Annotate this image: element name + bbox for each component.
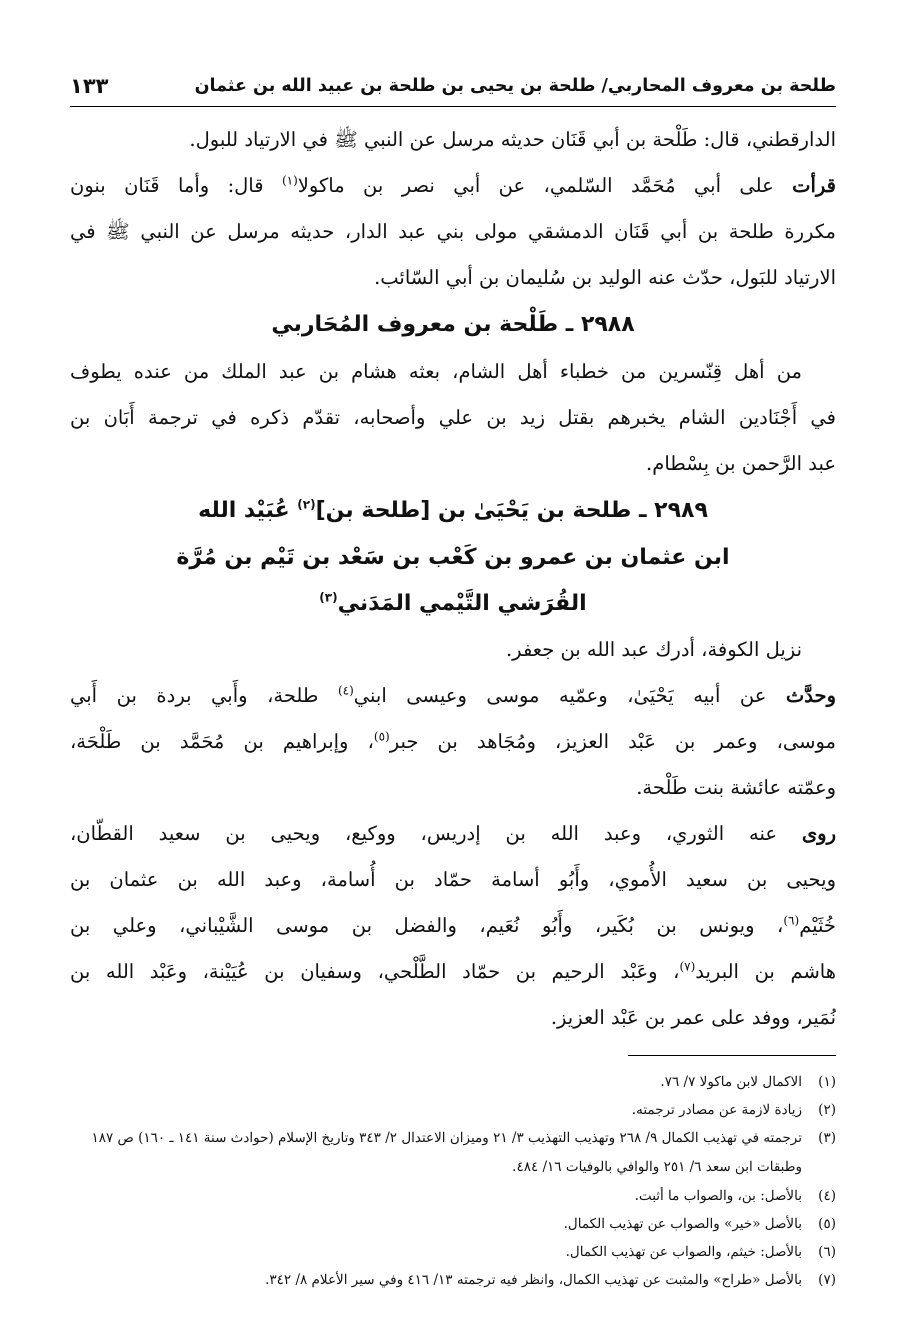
footnote-5: (٥) بالأصل «خير» والصواب عن تهذيب الكمال. [563,1216,836,1232]
running-title: طلحة بن معروف المحاربي/ طلحة بن يحيى بن طلحة بن عبيد الله بن عثمان [194,76,836,96]
main-text [70,117,836,1041]
footnote-6: (٦) بالأصل: خيثم، والصواب عن تهذيب الكمال. [565,1244,836,1260]
footnote-ref-7[interactable]: (٧) [679,959,696,974]
rawa-line2: ويحيى بن سعيد الأُموي، وأَبُو أسامة حمّاد بن أُسامة، وعبد الله بن عثمان بن [70,868,836,891]
footnote-ref-1[interactable]: (١) [281,173,298,188]
hadath-line2: موسى، وعمر بن عَبْد العزيز، ومُجَاهد بن جبر$^{(٥)}$، وإبراهيم بن مُحَمَّد بن طَلْحَة، [70,729,836,753]
para2-line2: مكررة طلحة بن أبي قَنَان الدمشقي مولى بني عبد الدار، حديثه مرسل عن النبي ﷺ في [70,220,836,243]
rawa-line4: هاشم بن البريد$^{(٧)}$، وعَبْد الرحيم بن حمّاد الطَّلْحي، وسفيان بن عُيَيْنة، وعَبْد الله بن [70,959,836,983]
footnote-4: (٤) بالأصل: بن، والصواب ما أثبت. [634,1188,836,1204]
book-page [70,66,836,1294]
footnote-7: (٧) بالأصل «طراح» والمثبت عن تهذيب الكمال، وانظر فيه ترجمته ١٣/ ٤١٦ وفي سير الأعلام ٨/ ٣٤٢. [265,1272,836,1288]
footnote-separator [628,1055,836,1056]
para2-line1: قرأت على أبي مُحَمَّد السّلمي، عن أبي نصر بن ماكولا$^{(١)}$ قال: وأما قَنَان بنون [70,173,836,197]
footnotes [70,1068,836,1294]
entry-2989-heading-line1: ٢٩٨٩ ـ طلحة بن يَحْيَىٰ بن [طلحة بن]$^{(٢)}$ عُبَيْد الله [198,497,708,523]
page-number: ١٣٣ [70,74,109,98]
footnote-ref-6[interactable]: (٦) [783,913,800,928]
page-header [70,66,836,107]
hadath-line1: وحدَّث عن أبيه يَحْيَىٰ، وعمّيه موسى وعيسى ابني$^{(٤)}$ طلحة، وأَبي بردة بن أَبي [70,683,836,707]
rawa-line5: نُمَير، ووفد على عمر بن عَبْد العزيز. [550,1006,836,1029]
footnote-1: (١) الاكمال لابن ماكولا ٧/ ٧٦. [660,1074,836,1090]
entry-2989-heading-line3: القُرَشي التَّيْمي المَدَني$^{(٣)}$ [319,590,587,616]
hadath-lead: وحدَّث [785,684,836,707]
footnote-ref-3[interactable]: (٣) [319,590,338,605]
rawa-line1: روى عنه الثوري، وعبد الله بن إدريس، ووكيع، ويحيى بن سعيد القطّان، [70,822,836,845]
rawa-lead: روى [801,822,836,845]
para2-lead: قرأت [792,174,836,197]
rawa-line3: خُثَيْم$^{(٦)}$، ويونس بن بُكَير، وأَبُو نُعَيم، والفضل بن موسى الشَّيْباني، وعلي بن [70,913,836,937]
entry-2988-heading: ٢٩٨٨ ـ طَلْحة بن معروف المُحَاربي [271,312,635,337]
footnote-2: (٢) زيادة لازمة عن مصادر ترجمته. [631,1102,836,1118]
footnote-ref-4[interactable]: (٤) [337,683,354,698]
entry-2988-line1: من أهل قِنّسرين من خطباء أهل الشام، بعثه هشام بن عبد الملك من عنده يطوف [70,360,802,383]
footnote-ref-5[interactable]: (٥) [373,729,390,744]
para2-line3: الارتياد للبَول، حدّث عنه الوليد بن سُليمان بن أبي السّائب. [374,266,836,289]
entry-2989-intro: نزيل الكوفة، أدرك عبد الله بن جعفر. [505,638,802,661]
hadath-line3: وعمّته عائشة بنت طَلْحة. [636,776,836,799]
entry-2989-heading-line2: ابن عثمان بن عمرو بن كَعْب بن سَعْد بن تَيْم بن مُرَّة [176,545,730,570]
footnote-3: (٣) ترجمته في تهذيب الكمال ٩/ ٢٦٨ وتهذيب التهذيب ٣/ ٢١ وميزان الاعتدال ٢/ ٣٤٣ وتاريخ الإسلام (حوادث سنة ١٤١ ـ ١٦٠) ص ١٨٧ وطبقات ابن سعد ٦/ ٢٥١ والوافي بالوفيات ١٦/ ٤٨٤. [91,1130,836,1175]
footnote-ref-2[interactable]: (٢) [297,497,316,512]
entry-2988-line3: عبد الرَّحمن بن بِسْطام. [646,452,836,475]
entry-2988-line2: في أَجْنَادين الشام يخبرهم بقتل زيد بن علي وأصحابه، تقدّم ذكره في ترجمة أَبَان بن [70,406,836,429]
para1-line1: الدارقطني، قال: طَلْحة بن أبي قَنَان حديثه مرسل عن النبي ﷺ في الارتياد للبول. [189,128,836,151]
